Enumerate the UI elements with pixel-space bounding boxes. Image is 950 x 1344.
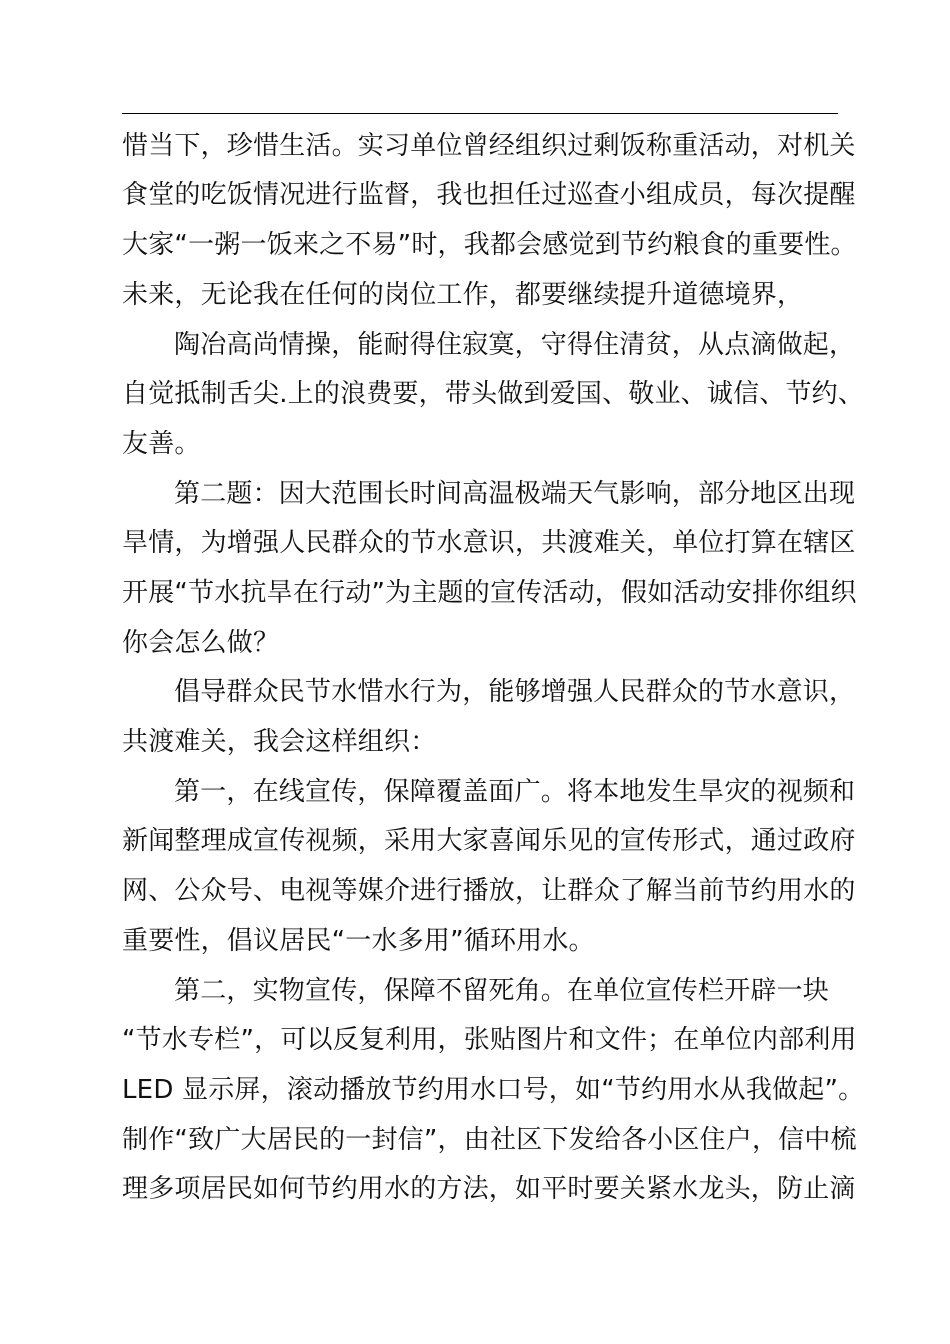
text-line: 网、公众号、电视等媒介进行播放，让群众了解当前节约用水的: [122, 876, 856, 906]
text-line: 旱情，为增强人民群众的节水意识，共渡难关，单位打算在辖区: [122, 528, 856, 558]
text-line: 自觉抵制舌尖.上的浪费要，带头做到爱国、敬业、诚信、节约、: [122, 379, 865, 409]
text-line: 第二题：因大范围长时间高温极端天气影响，部分地区出现: [174, 479, 856, 509]
text-line: 重要性，倡议居民“一水多用”循环用水。: [122, 926, 595, 956]
text-line: 倡导群众民节水惜水行为，能够增强人民群众的节水意识，: [174, 677, 856, 707]
text-line: 大家“一粥一饭来之不易”时，我都会感觉到节约粮食的重要性。: [122, 230, 857, 260]
header-rule: [122, 113, 838, 114]
text-line: 你会怎么做？: [122, 628, 280, 658]
text-line: 第二，实物宣传，保障不留死角。在单位宣传栏开辟一块: [174, 976, 830, 1006]
text-line: 理多项居民如何节约用水的方法，如平时要关紧水龙头，防止滴: [122, 1174, 856, 1204]
text-line: 惜当下，珍惜生活。实习单位曾经组织过剩饭称重活动，对机关: [122, 131, 856, 161]
text-line: 新闻整理成宣传视频，采用大家喜闻乐见的宣传形式，通过政府: [122, 826, 856, 856]
text-line: “节水专栏”，可以反复利用，张贴图片和文件；在单位内部利用: [122, 1025, 857, 1055]
text-line: 共渡难关，我会这样组织：: [122, 727, 437, 757]
text-line: 陶冶高尚情操，能耐得住寂寞，守得住清贫，从点滴做起，: [174, 330, 856, 360]
text-line: 友善。: [122, 429, 201, 459]
text-line: 制作“致广大居民的一封信”，由社区下发给各小区住户，信中梳: [122, 1125, 857, 1155]
text-line: 食堂的吃饭情况进行监督，我也担任过巡查小组成员，每次提醒: [122, 180, 856, 210]
text-line: LED 显示屏，滚动播放节约用水口号，如“节约用水从我做起”。: [122, 1075, 865, 1105]
text-line: 第一，在线宣传，保障覆盖面广。将本地发生旱灾的视频和: [174, 777, 856, 807]
text-line: 未来，无论我在任何的岗位工作，都要继续提升道德境界，: [122, 280, 804, 310]
text-line: 开展“节水抗旱在行动”为主题的宣传活动，假如活动安排你组织: [122, 578, 857, 608]
